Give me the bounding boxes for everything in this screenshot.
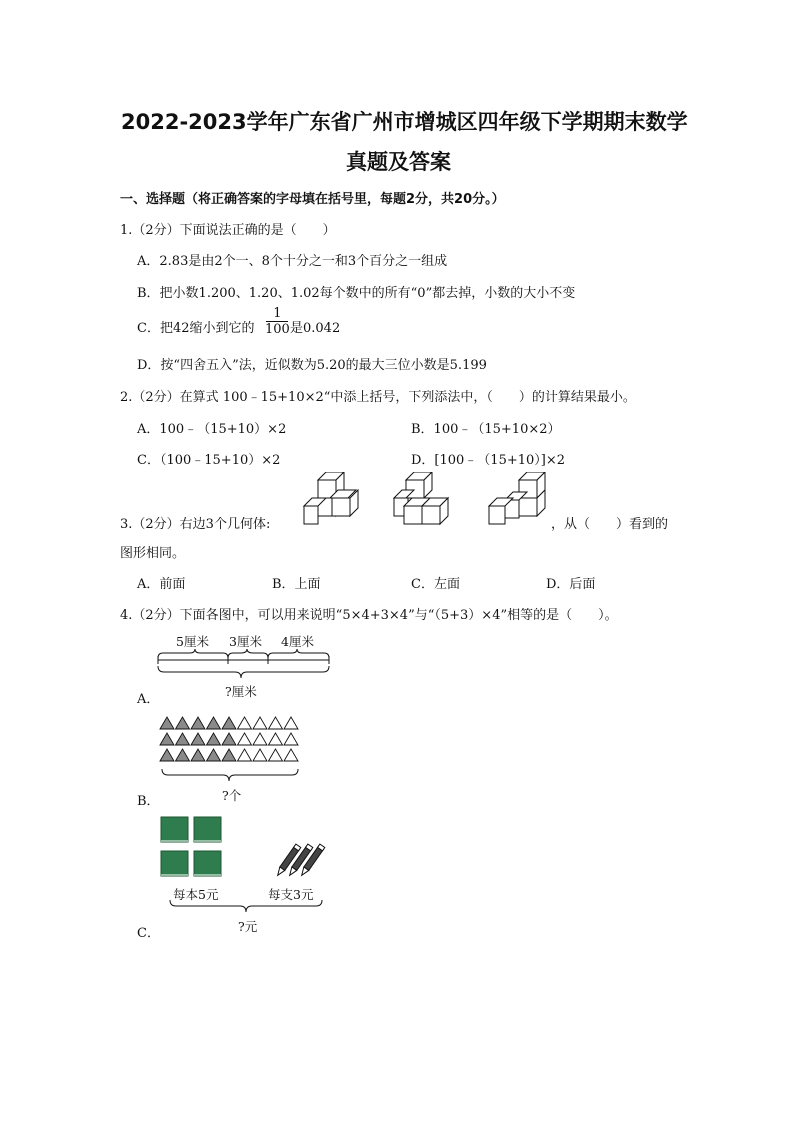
book-icon: [161, 851, 188, 876]
hollow-triangle: [284, 733, 298, 745]
q1-option-a: A．2.83是由2个一、8个十分之一和3个百分之一组成: [137, 254, 448, 269]
fraction-numerator: 1: [273, 306, 282, 321]
q4-option-b-label: B．: [137, 794, 160, 809]
filled-triangle: [207, 717, 221, 729]
filled-triangle: [176, 749, 190, 761]
q1-fraction: [265, 306, 290, 337]
hollow-triangle: [269, 717, 283, 729]
q2-option-c: C．（100﹣15+10）×2: [137, 453, 281, 468]
q2-option-d: D．[100﹣（15+10）]×2: [411, 453, 566, 468]
q3-stem-line2: 图形相同。: [120, 546, 186, 561]
page-title-line1: 2022-2023学年广东省广州市增城区四年级下学期期末数学: [121, 110, 688, 134]
q3-option-a: A．前面: [137, 577, 186, 592]
q2-stem: 2.（2分）在算式 100﹣15+10×2“中添上括号，下列添法中，（ ）的计算结果最小。: [120, 390, 636, 405]
book-icon: [194, 817, 221, 842]
hollow-triangle: [253, 749, 267, 761]
hollow-triangle: [253, 733, 267, 745]
hollow-triangle: [238, 717, 252, 729]
cube-figure-2: [390, 472, 456, 528]
hollow-triangle: [253, 717, 267, 729]
a-total-label: ?厘米: [225, 684, 257, 699]
triangle-grid: [158, 715, 304, 787]
q3-option-b: B．上面: [272, 577, 321, 592]
filled-triangle: [160, 717, 174, 729]
option-a-brace-diagram: [155, 648, 335, 684]
c-total-label: ?元: [238, 919, 258, 934]
a-seg1-label: 5厘米: [176, 634, 209, 649]
option-c-diagram: [158, 812, 338, 922]
filled-triangle: [191, 733, 205, 745]
a-seg2-label: 3厘米: [229, 634, 262, 649]
hollow-triangle: [284, 717, 298, 729]
q1-option-b: B．把小数1.200、1.20、1.02每个数中的所有“0”都去掉，小数的大小不变: [137, 286, 576, 301]
page-title-line2: 真题及答案: [346, 150, 451, 174]
q4-stem: 4.（2分）下面各图中，可以用来说明“5×4+3×4”与“（5+3）×4”相等的是（ ）。: [120, 608, 618, 623]
q3-option-d: D．后面: [546, 577, 596, 592]
q1-option-c-post: 是0.042: [290, 321, 341, 336]
hollow-triangle: [284, 749, 298, 761]
filled-triangle: [222, 733, 236, 745]
filled-triangle: [160, 733, 174, 745]
filled-triangle: [160, 749, 174, 761]
q1-option-c-pre: C．把42缩小到它的: [137, 321, 255, 336]
cube-figure-1: [296, 472, 360, 528]
c-pen-price-label: 每支3元: [268, 887, 314, 902]
book-icon: [194, 851, 221, 876]
book-icon-group: [161, 817, 221, 876]
hollow-triangle: [238, 733, 252, 745]
filled-triangle: [222, 749, 236, 761]
c-book-price-label: 每本5元: [173, 887, 219, 902]
q2-option-b: B．100﹣（15+10×2）: [411, 422, 561, 437]
q2-option-a: A．100﹣（15+10）×2: [137, 422, 287, 437]
hollow-triangle: [269, 733, 283, 745]
filled-triangle: [176, 717, 190, 729]
hollow-triangle: [238, 749, 252, 761]
filled-triangle: [222, 717, 236, 729]
q4-option-a-label: A．: [137, 692, 160, 707]
filled-triangle: [191, 749, 205, 761]
filled-triangle: [207, 733, 221, 745]
pen-icon-group: [275, 844, 325, 877]
brace: [162, 769, 298, 781]
q3-stem-pre: 3.（2分）右边3个几何体:: [120, 517, 271, 532]
filled-triangle: [207, 749, 221, 761]
q1-option-d: D．按“四舍五入”法，近似数为5.20的最大三位小数是5.199: [137, 358, 487, 373]
q3-stem-post: ，从（ ）看到的: [551, 517, 669, 532]
fraction-denominator: 100: [265, 322, 290, 337]
a-seg3-label: 4厘米: [281, 634, 314, 649]
q3-option-c: C．左面: [411, 577, 460, 592]
filled-triangle: [176, 733, 190, 745]
filled-triangle: [191, 717, 205, 729]
section-heading: 一、选择题（将正确答案的字母填在括号里，每题2分，共20分。）: [120, 192, 505, 207]
cube-figure-3: [487, 472, 549, 528]
book-icon: [161, 817, 188, 842]
q1-stem: 1.（2分）下面说法正确的是（ ）: [120, 223, 336, 238]
hollow-triangle: [269, 749, 283, 761]
q4-option-c-label: C．: [137, 926, 160, 941]
b-total-label: ?个: [222, 788, 242, 803]
